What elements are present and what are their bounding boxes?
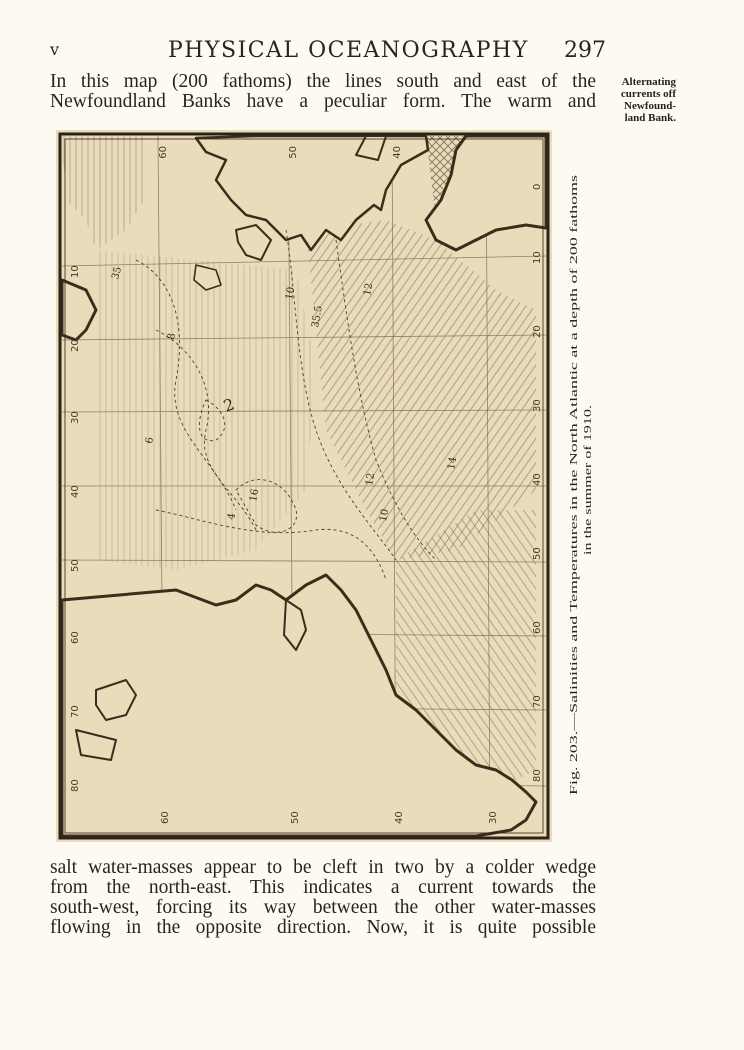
latitude-label: 30: [70, 411, 81, 424]
figure-caption: [563, 100, 597, 840]
latitude-label: 20: [70, 339, 81, 352]
margin-note-line: land Bank.: [624, 112, 676, 124]
salinity-temperature-map: [56, 130, 552, 842]
isoline-label: 12: [362, 282, 376, 297]
isoline-label: 35.5: [310, 304, 325, 329]
text-line: from the north-east. This indicates a current towards the: [50, 877, 596, 898]
margin-note-line: currents off: [620, 88, 676, 100]
longitude-label: 60: [160, 811, 171, 824]
margin-note: [604, 76, 676, 124]
text-line: Newfoundland Banks have a peculiar form. The warm and: [50, 91, 596, 112]
text-line: flowing in the opposite direction. Now, it is quite possible: [50, 917, 596, 938]
latitude-label: 10: [70, 265, 81, 278]
longitude-label: 60: [158, 146, 169, 159]
chapter-marker: v: [50, 40, 60, 59]
latitude-label: 60: [70, 631, 81, 644]
latitude-label: 40: [532, 473, 543, 486]
isoline-label: 14: [446, 456, 460, 471]
latitude-label: 30: [532, 399, 543, 412]
latitude-label: 10: [532, 251, 543, 264]
latitude-label: 70: [532, 695, 543, 708]
text-line: south-west, forcing its way between the other water-masses: [50, 897, 596, 918]
caption-line-1: Fig. 203.—Salinities and Temperatures in the North Atlantic at a depth of 200 fathoms: [569, 428, 580, 795]
latitude-label: 40: [70, 485, 81, 498]
longitude-label: 40: [394, 811, 405, 824]
latitude-label: 0: [532, 183, 543, 190]
longitude-label: 50: [290, 811, 301, 824]
paragraph-top: [50, 72, 596, 112]
latitude-label: 20: [532, 325, 543, 338]
isoline-label: 35: [110, 265, 125, 281]
longitude-label: 40: [392, 146, 403, 159]
latitude-label: 80: [532, 769, 543, 782]
isoline-label: 6: [144, 436, 157, 445]
latitude-label: 70: [70, 705, 81, 718]
isoline-label: 4: [226, 512, 239, 521]
latitude-label: 80: [70, 779, 81, 792]
margin-note-line: Newfound-: [624, 100, 676, 112]
latitude-label: 60: [532, 621, 543, 634]
paragraph-bottom: [50, 858, 596, 938]
isoline-label: 12: [364, 472, 378, 487]
isoline-label: 2: [220, 394, 237, 416]
longitude-label: 50: [288, 146, 299, 159]
isoline-label: 10: [284, 286, 298, 301]
longitude-label: 30: [488, 811, 499, 824]
page-number: 297: [564, 38, 606, 63]
isoline-label: 10: [378, 508, 392, 523]
latitude-label: 50: [532, 547, 543, 560]
running-title: PHYSICAL OCEANOGRAPHY: [168, 38, 529, 63]
isoline-label: 16: [248, 488, 262, 503]
isoline-label: 8: [166, 332, 179, 341]
latitude-label: 50: [70, 559, 81, 572]
text-line: salt water-masses appear to be cleft in two by a colder wedge: [50, 857, 596, 878]
caption-line-2: in the summer of 1910.: [583, 456, 594, 555]
margin-note-line: Alternating: [621, 76, 676, 88]
text-line: In this map (200 fathoms) the lines south and east of the: [50, 71, 596, 92]
